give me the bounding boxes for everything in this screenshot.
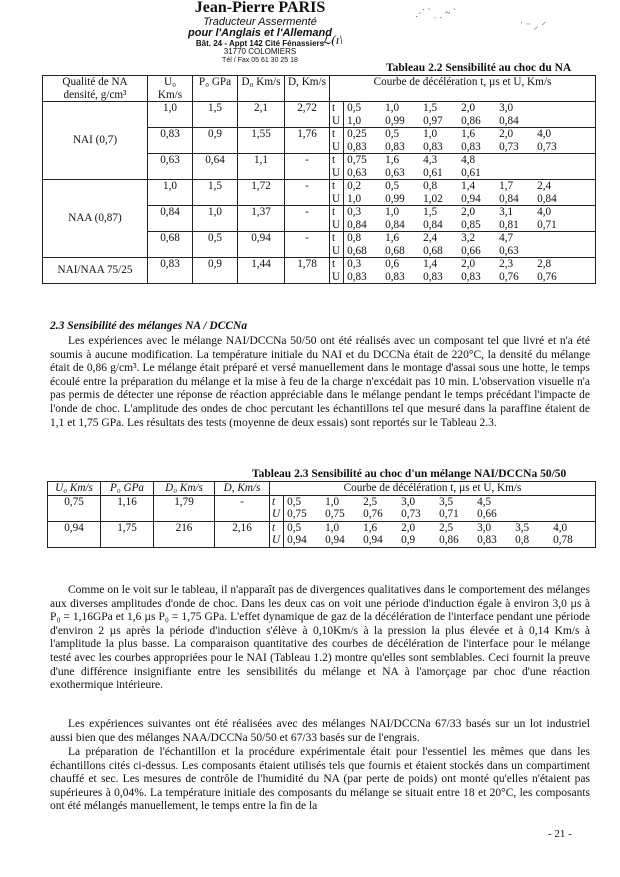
u-value: 0,61 bbox=[423, 166, 443, 179]
u-label: U bbox=[332, 244, 341, 257]
header-curve: Courbe de décélération t, µs et U, Km/s bbox=[270, 482, 596, 496]
page-number: - 21 - bbox=[548, 828, 572, 840]
u-label: U bbox=[272, 508, 281, 520]
table-header-row bbox=[43, 76, 596, 102]
t-value: 0,5 bbox=[287, 521, 302, 534]
u-value: 0,85 bbox=[461, 218, 481, 231]
cell-u0: 0,94 bbox=[48, 521, 101, 547]
t-value: 3,5 bbox=[515, 521, 530, 534]
header-p0: P₀ GPa bbox=[101, 482, 154, 496]
u-label: U bbox=[332, 192, 341, 205]
t-value: 1,5 bbox=[423, 206, 438, 218]
u-value: 0,94 bbox=[363, 534, 383, 546]
curve-row-labels bbox=[330, 154, 344, 180]
t-value: 1,0 bbox=[385, 206, 400, 218]
curve-row-labels bbox=[330, 232, 344, 258]
header-curve: Courbe de décélération t, µs et U, Km/s bbox=[330, 76, 596, 102]
t-label: t bbox=[332, 102, 336, 114]
cell-p0: 0,64 bbox=[193, 154, 238, 180]
paragraph-4: La préparation de l'échantillon et la procédure expérimentale était pour l'essentiel les mêmes que dans les échantillons cités ci-dessus. Les composants étaient utilisés tels que fournis et étaient stockés dans un compartiment chauffé et sec. Les mesures de contrôle de l'humidité du NA (par perte de poids) ont monté qu'elles n'étaient pas supérieures à 0,04%. La température initiale des composants du mélange se situait entre 18 et 20°C, les composants ont été mélangés manuellement, le temps entre la fin de la bbox=[50, 746, 590, 813]
curve-row-labels bbox=[330, 180, 344, 206]
cell-p0: 0,9 bbox=[193, 258, 238, 284]
u-value: 0,97 bbox=[423, 114, 443, 127]
t-value: 0,75 bbox=[347, 154, 367, 166]
u-label: U bbox=[272, 534, 281, 546]
t-value: 2,5 bbox=[439, 521, 454, 534]
cell-p0: 0,9 bbox=[193, 128, 238, 154]
cell-p0: 1,16 bbox=[101, 495, 154, 521]
u-value: 0,68 bbox=[347, 244, 367, 257]
t-value: 2,8 bbox=[537, 258, 552, 270]
curve-row-labels bbox=[330, 102, 344, 128]
u-value: 0,8 bbox=[515, 534, 530, 546]
cell-u0: 0,83 bbox=[148, 258, 193, 284]
u-value: 0,76 bbox=[363, 508, 383, 520]
cell-d0: 1,1 bbox=[238, 154, 285, 180]
t-value: 0,2 bbox=[347, 180, 362, 192]
u-value bbox=[537, 245, 575, 258]
curve-values bbox=[344, 180, 596, 206]
u-value: 0,66 bbox=[477, 508, 497, 520]
u-value: 0,84 bbox=[385, 218, 405, 231]
cell-u0: 0,83 bbox=[148, 128, 193, 154]
t-value: 2,0 bbox=[401, 521, 416, 534]
t-value: 2,0 bbox=[461, 206, 476, 218]
cell-d0: 0,94 bbox=[238, 232, 285, 258]
u-value: 0,86 bbox=[461, 114, 481, 127]
t-value: 3,0 bbox=[477, 521, 492, 534]
u-value bbox=[499, 167, 537, 180]
u-value: 0,83 bbox=[347, 270, 367, 283]
t-value: 1,0 bbox=[385, 102, 400, 114]
t-value: 0,3 bbox=[347, 258, 362, 270]
cell-d0: 1,44 bbox=[238, 258, 285, 284]
cell-d0: 1,72 bbox=[238, 180, 285, 206]
t-value: 1,4 bbox=[423, 258, 438, 270]
curve-row-labels bbox=[330, 258, 344, 284]
u-value: 0,83 bbox=[423, 140, 443, 153]
stamp-city: 31770 COLOMIERS bbox=[223, 47, 297, 57]
t-label: t bbox=[332, 232, 336, 244]
u-value: 0,86 bbox=[439, 534, 459, 546]
table-row bbox=[48, 495, 596, 521]
cell-d: - bbox=[285, 180, 330, 206]
u-value: 0,84 bbox=[423, 218, 443, 231]
cell-d0: 1,55 bbox=[238, 128, 285, 154]
stamp-phone: Tél / Fax 05 61 30 25 18 bbox=[222, 56, 298, 64]
curve-values bbox=[344, 102, 596, 128]
t-value: 1,0 bbox=[325, 521, 340, 534]
cell-d: - bbox=[215, 495, 270, 521]
cell-d: - bbox=[285, 154, 330, 180]
faint-marks: ⋰ ˋ ˌ ˎ ~ ˋ bbox=[415, 8, 457, 19]
cell-u0: 0,84 bbox=[148, 206, 193, 232]
cell-p0: 0,5 bbox=[193, 232, 238, 258]
u-value: 0,84 bbox=[499, 114, 519, 127]
cell-d0: 1,79 bbox=[154, 495, 215, 521]
u-value: 0,94 bbox=[325, 534, 345, 546]
t-value bbox=[499, 154, 537, 167]
table-row bbox=[48, 521, 596, 547]
cell-d: - bbox=[285, 206, 330, 232]
t-value: 0,5 bbox=[347, 102, 362, 114]
header-d: D, Km/s bbox=[285, 76, 330, 102]
u-value: 0,83 bbox=[347, 140, 367, 153]
t-value: 1,6 bbox=[461, 128, 476, 140]
paragraph-1: Les expériences avec le mélange NAI/DCCNa 50/50 ont été réalisés avec un composant tel que livré et n'a été soumis à aucune modification. La température initiale du NAI et du DCCNa était de 220°C, la densité du mélange était de 0,86 g/cm³. Le mélange était préparé et versé manuellement dans le montage d'assai sous une hotte, le temps écoulé entre la préparation du mélange et la mise à feu de la charge n'excédait pas 10 min. L'observation visuelle n'a pas permis de détecter une réponse de réaction appréciable dans le mélange pendant le temps précédant l'impacte de l'onde de choc. L'amplitude des ondes de choc percutant les échantillons tel que mesuré dans la paraffine étaient de 1,1 et 1,75 GPa. Les résultats des tests (moyenne de deux essais) sont reportés sur le Tableau 2.3. bbox=[50, 335, 590, 429]
u-value: 0,71 bbox=[439, 508, 459, 520]
t-label: t bbox=[332, 154, 336, 166]
t-value: 1,4 bbox=[461, 180, 476, 192]
u-value: 1,0 bbox=[347, 192, 362, 205]
u-value: 0,68 bbox=[385, 244, 405, 257]
paragraph-3: Les expériences suivantes ont été réalisées avec des mélanges NAI/DCCNa 67/33 basés sur un lot industriel aussi bien que des mélanges NAA/DCCNa 50/50 et 67/33 basés sur de l'engrais. bbox=[50, 718, 590, 744]
signature: ℒ(ı\ bbox=[322, 32, 343, 47]
group-label: NAA (0,87) bbox=[43, 180, 148, 258]
u-label: U bbox=[332, 114, 341, 127]
t-label: t bbox=[332, 128, 336, 140]
u-value: 0,75 bbox=[287, 508, 307, 520]
header-u0: U₀ Km/s bbox=[148, 76, 193, 102]
t-value: 0,6 bbox=[385, 258, 400, 270]
u-value: 0,94 bbox=[287, 534, 307, 546]
cell-u0: 0,68 bbox=[148, 232, 193, 258]
curve-row-labels bbox=[330, 206, 344, 232]
t-value: 2,5 bbox=[363, 495, 378, 508]
t-value: 1,5 bbox=[423, 102, 438, 114]
u-label: U bbox=[332, 218, 341, 231]
u-label: U bbox=[332, 166, 341, 179]
table22-caption: Tableau 2.2 Sensibilité au choc du NA bbox=[386, 62, 572, 74]
t-value: 3,2 bbox=[461, 232, 476, 244]
stamp-name: Jean-Pierre PARIS bbox=[194, 0, 326, 16]
u-value: 1,0 bbox=[347, 114, 362, 127]
group-label: NAI (0,7) bbox=[43, 102, 148, 180]
stamp-languages: pour l'Anglais et l'Allemand bbox=[188, 27, 332, 40]
t-value: 2,0 bbox=[461, 258, 476, 270]
table-row bbox=[43, 258, 596, 284]
u-value: 0,84 bbox=[537, 192, 557, 205]
t-value: 0,5 bbox=[287, 495, 302, 508]
faint-marks-2: ˈ ⁻ ⸝ ⸍ bbox=[520, 21, 547, 32]
u-label: U bbox=[332, 140, 341, 153]
t-label: t bbox=[332, 258, 336, 270]
t-value bbox=[537, 154, 575, 167]
u-value: 0,78 bbox=[553, 534, 573, 546]
u-value: 1,02 bbox=[423, 192, 443, 205]
t-value: 1,0 bbox=[325, 495, 340, 508]
t-value: 2,0 bbox=[461, 102, 476, 114]
section-heading: 2.3 Sensibilité des mélanges NA / DCCNa bbox=[50, 320, 248, 332]
t-value bbox=[537, 232, 575, 245]
t-value: 3,5 bbox=[439, 495, 454, 508]
cell-p0: 1,5 bbox=[193, 180, 238, 206]
cell-p0: 1,0 bbox=[193, 206, 238, 232]
t-value: 4,5 bbox=[477, 495, 492, 508]
header-d0: D₀ Km/s bbox=[154, 482, 215, 496]
u-value: 0,83 bbox=[477, 534, 497, 546]
u-value: 0,76 bbox=[499, 270, 519, 283]
cell-p0: 1,5 bbox=[193, 102, 238, 128]
u-value: 0,73 bbox=[537, 140, 557, 153]
cell-u0: 1,0 bbox=[148, 180, 193, 206]
t-value: 4,7 bbox=[499, 232, 514, 244]
u-value: 0,84 bbox=[347, 218, 367, 231]
t-value: 2,3 bbox=[499, 258, 514, 270]
t-value: 3,0 bbox=[499, 102, 514, 114]
u-value: 0,9 bbox=[401, 534, 416, 546]
t-label: t bbox=[272, 521, 276, 534]
u-value: 0,71 bbox=[537, 218, 557, 231]
cell-d: 2,72 bbox=[285, 102, 330, 128]
curve-row-labels bbox=[270, 495, 284, 521]
u-value: 0,73 bbox=[499, 140, 519, 153]
t-value: 3,0 bbox=[401, 495, 416, 508]
u-value: 0,66 bbox=[461, 244, 481, 257]
curve-values bbox=[344, 258, 596, 284]
u-value bbox=[553, 508, 591, 521]
u-value: 0,94 bbox=[461, 192, 481, 205]
curve-row-labels bbox=[330, 128, 344, 154]
paragraph-2: Comme on le voit sur le tableau, il n'apparaît pas de divergences qualitatives dans le comportement des mélanges aux diverses amplitudes d'onde de choc. Dans les deux cas on voit une période d'induction égale à environ 3,0 µs à P₀ = 1,16GPa et 1,6 µs P₀ = 1,75 GPa. L'effet dynamique de gaz de la décélération de l'interface pendant une période d'environ 2 µs après la période d'induction s'élève à 0,10Km/s à la pression la plus élevée et à 0,14 Km/s à l'amplitude la plus basse. La comparaison quantitative des courbes de décélération de l'interface pour le mélange testé avec les courbes appropriées pour le NAI (Tableau 1.2) montre qu'elles sont semblables. Ceci fournit la preuve d'une différence insignifiante entre les sensibilités du mélange et NA à l'amorçage par choc d'une réaction exothermique intérieure. bbox=[50, 584, 590, 692]
curve-values bbox=[344, 206, 596, 232]
t-value: 4,3 bbox=[423, 154, 438, 166]
group-label: NAI/NAA 75/25 bbox=[43, 258, 148, 284]
t-value: 2,4 bbox=[423, 232, 438, 244]
t-value: 1,6 bbox=[363, 521, 378, 534]
t-value: 0,5 bbox=[385, 128, 400, 140]
u-value: 0,84 bbox=[499, 192, 519, 205]
curve-values bbox=[344, 154, 596, 180]
t-value bbox=[553, 496, 591, 509]
t-value: 1,6 bbox=[385, 154, 400, 166]
cell-d: - bbox=[285, 232, 330, 258]
t-label: t bbox=[272, 495, 276, 508]
t-value: 4,0 bbox=[553, 521, 568, 534]
cell-d0: 216 bbox=[154, 521, 215, 547]
table-row bbox=[43, 102, 596, 128]
cell-d0: 2,1 bbox=[238, 102, 285, 128]
header-u0: U₀ Km/s bbox=[48, 482, 101, 496]
t-value: 4,0 bbox=[537, 128, 552, 140]
u-value: 0,83 bbox=[461, 270, 481, 283]
u-value: 0,76 bbox=[537, 270, 557, 283]
header-d: D, Km/s bbox=[215, 482, 270, 496]
cell-u0: 0,75 bbox=[48, 495, 101, 521]
cell-p0: 1,75 bbox=[101, 521, 154, 547]
u-value: 0,63 bbox=[347, 166, 367, 179]
t-value: 4,0 bbox=[537, 206, 552, 218]
header-p0: P₀ GPa bbox=[193, 76, 238, 102]
u-value: 0,68 bbox=[423, 244, 443, 257]
t-value: 0,5 bbox=[385, 180, 400, 192]
curve-row-labels bbox=[270, 521, 284, 547]
curve-values bbox=[344, 128, 596, 154]
u-value: 0,83 bbox=[423, 270, 443, 283]
header-d0: D₀ Km/s bbox=[238, 76, 285, 102]
curve-values bbox=[284, 521, 596, 547]
t-value: 2,4 bbox=[537, 180, 552, 192]
t-value: 0,3 bbox=[347, 206, 362, 218]
u-value: 0,63 bbox=[499, 244, 519, 257]
t-value: 0,8 bbox=[347, 232, 362, 244]
u-value: 0,75 bbox=[325, 508, 345, 520]
u-value: 0,61 bbox=[461, 166, 481, 179]
cell-u0: 1,0 bbox=[148, 102, 193, 128]
u-value: 0,83 bbox=[385, 270, 405, 283]
table-2-2 bbox=[42, 75, 596, 284]
curve-values bbox=[344, 232, 596, 258]
table-header-row bbox=[48, 482, 596, 496]
curve-values bbox=[284, 495, 596, 521]
u-value: 0,81 bbox=[499, 218, 519, 231]
u-value bbox=[515, 508, 553, 521]
u-value: 0,63 bbox=[385, 166, 405, 179]
stamp-address: Bât. 24 - Appt 142 Cité Fénassiers bbox=[195, 38, 325, 48]
u-value bbox=[537, 115, 575, 128]
t-value: 4,8 bbox=[461, 154, 476, 166]
u-value: 0,99 bbox=[385, 192, 405, 205]
u-value: 0,83 bbox=[461, 140, 481, 153]
u-value: 0,83 bbox=[385, 140, 405, 153]
t-label: t bbox=[332, 180, 336, 192]
t-value: 3,1 bbox=[499, 206, 514, 218]
t-value: 2,0 bbox=[499, 128, 514, 140]
cell-d: 1,76 bbox=[285, 128, 330, 154]
t-value: 0,25 bbox=[347, 128, 367, 140]
t-value: 1,6 bbox=[385, 232, 400, 244]
t-value: 1,0 bbox=[423, 128, 438, 140]
u-value: 0,99 bbox=[385, 114, 405, 127]
u-label: U bbox=[332, 270, 341, 283]
cell-d0: 1,37 bbox=[238, 206, 285, 232]
cell-d: 2,16 bbox=[215, 521, 270, 547]
table-2-3 bbox=[47, 481, 596, 548]
t-value: 1,7 bbox=[499, 180, 514, 192]
t-value: 0,8 bbox=[423, 180, 438, 192]
t-label: t bbox=[332, 206, 336, 218]
t-value bbox=[515, 496, 553, 509]
cell-d: 1,78 bbox=[285, 258, 330, 284]
table-row bbox=[43, 180, 596, 206]
header-quality: Qualité de NA densité, g/cm³ bbox=[43, 76, 148, 102]
u-value bbox=[537, 167, 575, 180]
t-value bbox=[537, 102, 575, 115]
table23-caption: Tableau 2.3 Sensibilité au choc d'un mélange NAI/DCCNa 50/50 bbox=[252, 468, 567, 480]
stamp-title: Traducteur Assermenté bbox=[203, 15, 317, 28]
cell-u0: 0,63 bbox=[148, 154, 193, 180]
u-value: 0,73 bbox=[401, 508, 421, 520]
